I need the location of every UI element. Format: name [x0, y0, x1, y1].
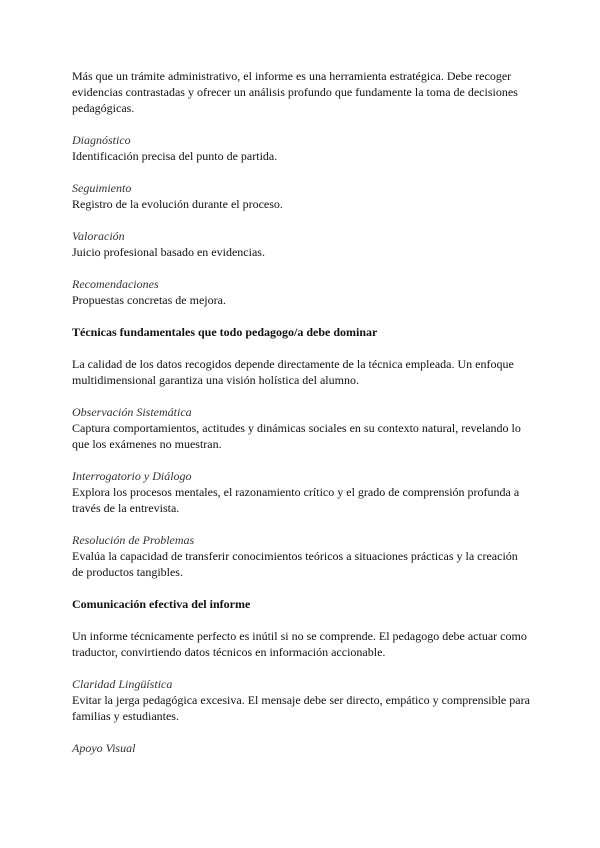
document-page — [72, 68, 532, 772]
phase-description: Identificación precisa del punto de partida. — [72, 149, 278, 163]
technique-item-interrogatorio — [72, 468, 532, 516]
communication-term: Claridad Lingüística — [72, 677, 173, 691]
techniques-heading: Técnicas fundamentales que todo pedagogo/a debe dominar — [72, 325, 378, 339]
communication-item-apoyo-visual — [72, 740, 532, 756]
phase-description: Propuestas concretas de mejora. — [72, 293, 226, 307]
communication-intro: Un informe técnicamente perfecto es inútil si no se comprende. El pedagogo debe actuar como traductor, convirtiendo datos técnicos en información accionable. — [72, 629, 527, 659]
phase-item-valoracion — [72, 228, 532, 260]
phase-term: Valoración — [72, 229, 125, 243]
phase-description: Juicio profesional basado en evidencias. — [72, 245, 265, 259]
phase-item-recomendaciones — [72, 276, 532, 308]
phase-description: Registro de la evolución durante el proceso. — [72, 197, 283, 211]
phase-item-seguimiento — [72, 180, 532, 212]
technique-item-resolucion — [72, 532, 532, 580]
phase-term: Recomendaciones — [72, 277, 159, 291]
communication-description: Evitar la jerga pedagógica excesiva. El mensaje debe ser directo, empático y comprensible para familias y estudiantes. — [72, 693, 530, 723]
technique-description: Explora los procesos mentales, el razonamiento crítico y el grado de comprensión profunda a través de la entrevista. — [72, 485, 520, 515]
techniques-intro: La calidad de los datos recogidos depende directamente de la técnica empleada. Un enfoque multidimensional garantiza una visión holística del alumno. — [72, 357, 514, 387]
communication-heading: Comunicación efectiva del informe — [72, 597, 251, 611]
phase-item-diagnostico — [72, 132, 532, 164]
phase-term: Diagnóstico — [72, 133, 131, 147]
technique-description: Evalúa la capacidad de transferir conocimientos teóricos a situaciones prácticas y la creación de productos tangibles. — [72, 549, 518, 579]
technique-term: Observación Sistemática — [72, 405, 192, 419]
communication-item-claridad — [72, 676, 532, 724]
technique-item-observacion — [72, 404, 532, 452]
intro-paragraph: Más que un trámite administrativo, el informe es una herramienta estratégica. Debe recoger evidencias contrastadas y ofrecer un análisis profundo que fundamente la toma de decisiones pedagógicas. — [72, 69, 518, 115]
technique-term: Resolución de Problemas — [72, 533, 195, 547]
phase-term: Seguimiento — [72, 181, 132, 195]
technique-term: Interrogatorio y Diálogo — [72, 469, 192, 483]
technique-description: Captura comportamientos, actitudes y dinámicas sociales en su contexto natural, revelando lo que los exámenes no muestran. — [72, 421, 521, 451]
communication-term: Apoyo Visual — [72, 741, 136, 755]
